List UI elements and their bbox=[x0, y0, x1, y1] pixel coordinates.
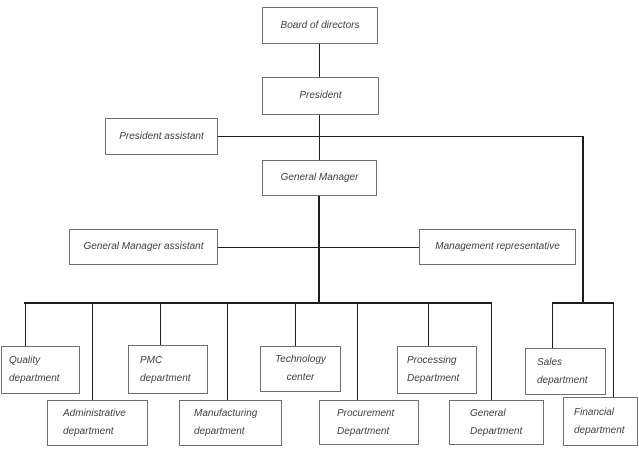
node-manufacturing-department: Manufacturing department bbox=[179, 400, 282, 446]
node-general-manager: General Manager bbox=[262, 160, 377, 196]
node-general-department: General Department bbox=[449, 400, 544, 445]
connector-drop-sales bbox=[552, 303, 553, 348]
node-general-manager-assistant: General Manager assistant bbox=[69, 229, 218, 265]
connector-president-general-manager bbox=[319, 114, 320, 160]
node-quality-department: Quality department bbox=[1, 346, 80, 394]
connector-sales-financial-bus bbox=[552, 302, 614, 304]
connector-drop-procurement bbox=[357, 303, 358, 400]
node-president-assistant: President assistant bbox=[105, 118, 218, 155]
connector-drop-financial bbox=[613, 303, 614, 397]
connector-departments-bus bbox=[24, 302, 492, 304]
node-administrative-department: Administrative department bbox=[47, 400, 148, 446]
connector-president-assistant-branch bbox=[218, 136, 583, 137]
connector-drop-quality bbox=[25, 303, 26, 347]
connector-general-manager-drop bbox=[318, 195, 320, 303]
node-financial-department: Financial department bbox=[563, 397, 638, 446]
connector-drop-administrative bbox=[92, 303, 93, 401]
connector-right-vertical bbox=[582, 136, 584, 303]
node-management-representative: Management representative bbox=[419, 229, 576, 265]
connector-drop-processing bbox=[428, 303, 429, 346]
node-procurement-department: Procurement Department bbox=[319, 400, 419, 445]
node-board-of-directors: Board of directors bbox=[262, 7, 378, 44]
node-processing-department: Processing Department bbox=[397, 346, 477, 394]
node-president: President bbox=[262, 77, 379, 115]
connector-drop-manufacturing bbox=[227, 303, 228, 401]
node-technology-center: Technology center bbox=[260, 346, 341, 392]
connector-drop-technology bbox=[295, 303, 296, 346]
connector-drop-general-department bbox=[491, 303, 492, 400]
connector-board-president bbox=[319, 44, 320, 77]
node-sales-department: Sales department bbox=[525, 348, 606, 395]
node-pmc-department: PMC department bbox=[128, 345, 208, 394]
connector-drop-pmc bbox=[160, 303, 161, 346]
